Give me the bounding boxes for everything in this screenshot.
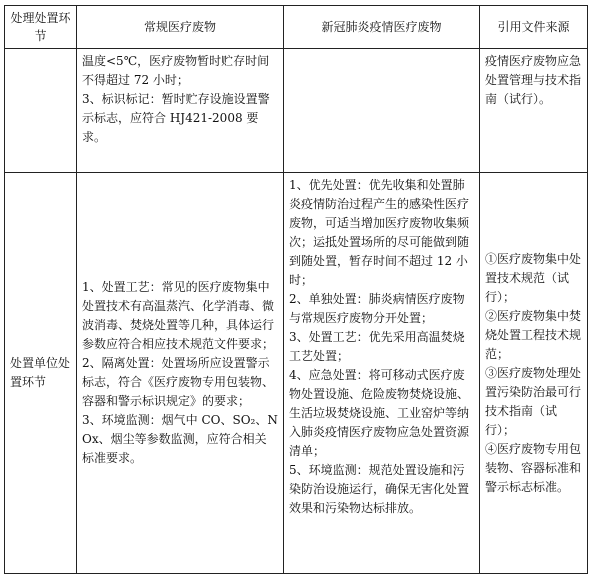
table-row: [5, 49, 588, 173]
regular-waste-line: 1、处置工艺：常见的医疗废物集中处置技术有高温蒸汽、化学消毒、微波消毒、焚烧处置等几种，具体运行参数应符合相应技术规范文件要求；: [82, 280, 275, 351]
header-regular-waste: 常规医疗废物: [77, 6, 284, 49]
policy-table: [4, 5, 588, 574]
source-document-line: ③医疗废物处理处置污染防治最可行技术指南（试行）；: [485, 365, 582, 437]
source-document-line: ②医疗废物集中焚烧处置工程技术规范；: [485, 308, 582, 361]
covid-waste-line: 1、优先处置：优先收集和处置肺炎疫情防治过程产生的感染性医疗废物，可适当增加医疗废物收集频次；运抵处置场所的尽可能做到随到随处置，暂存时间不超过 12 小时；: [289, 178, 470, 287]
regular-waste-line: 2、隔离处置：处置场所应设置警示标志，符合《医疗废物专用包装物、容器和警示标识规定》的要求；: [82, 356, 275, 408]
regular-waste-line: 3、标识标记：暂时贮存设施设置警示标志，应符合 HJ421-2008 要求。: [82, 92, 270, 144]
regular-waste-line: 3、环境监测：烟气中 CO、SO₂、NOx、烟尘等参数监测，应符合相关标准要求。: [82, 413, 278, 465]
regular-waste-cell: [77, 173, 284, 574]
source-document-line: 疫情医疗废物应急处置管理与技术指南（试行）。: [485, 54, 582, 106]
source-document-line: ①医疗废物集中处置技术规范（试行）；: [485, 251, 582, 304]
table-row: [5, 173, 588, 574]
regular-waste-line: 温度<5℃，医疗废物暂时贮存时间不得超过 72 小时；: [82, 54, 270, 87]
covid-waste-cell: [284, 173, 480, 574]
covid-waste-line: 5、环境监测：规范处置设施和污染防治设施运行，确保无害化处置效果和污染物达标排放。: [289, 463, 470, 515]
stage-cell: [5, 49, 77, 173]
covid-waste-line: 3、处置工艺：优先采用高温焚烧工艺处置；: [289, 330, 465, 363]
source-documents-cell: [480, 173, 588, 574]
stage-cell: 处置单位处置环节: [5, 173, 77, 574]
header-covid-waste: 新冠肺炎疫情医疗废物: [284, 6, 480, 49]
source-documents-cell: [480, 49, 588, 173]
covid-waste-line: 2、单独处置：肺炎病情医疗废物与常规医疗废物分开处置；: [289, 292, 465, 325]
covid-waste-cell: [284, 49, 480, 173]
regular-waste-cell: [77, 49, 284, 173]
table-header-row: [5, 6, 588, 49]
source-document-line: ④医疗废物专用包装物、容器标准和警示标志标准。: [485, 441, 582, 494]
header-stage: 处理处置环节: [5, 6, 77, 49]
covid-waste-line: 4、应急处置：将可移动式医疗废物处置设施、危险废物焚烧设施、生活垃圾焚烧设施、工业窑炉等纳入肺炎疫情医疗废物应急处置资源清单；: [289, 368, 470, 458]
header-source-documents: 引用文件来源: [480, 6, 588, 49]
